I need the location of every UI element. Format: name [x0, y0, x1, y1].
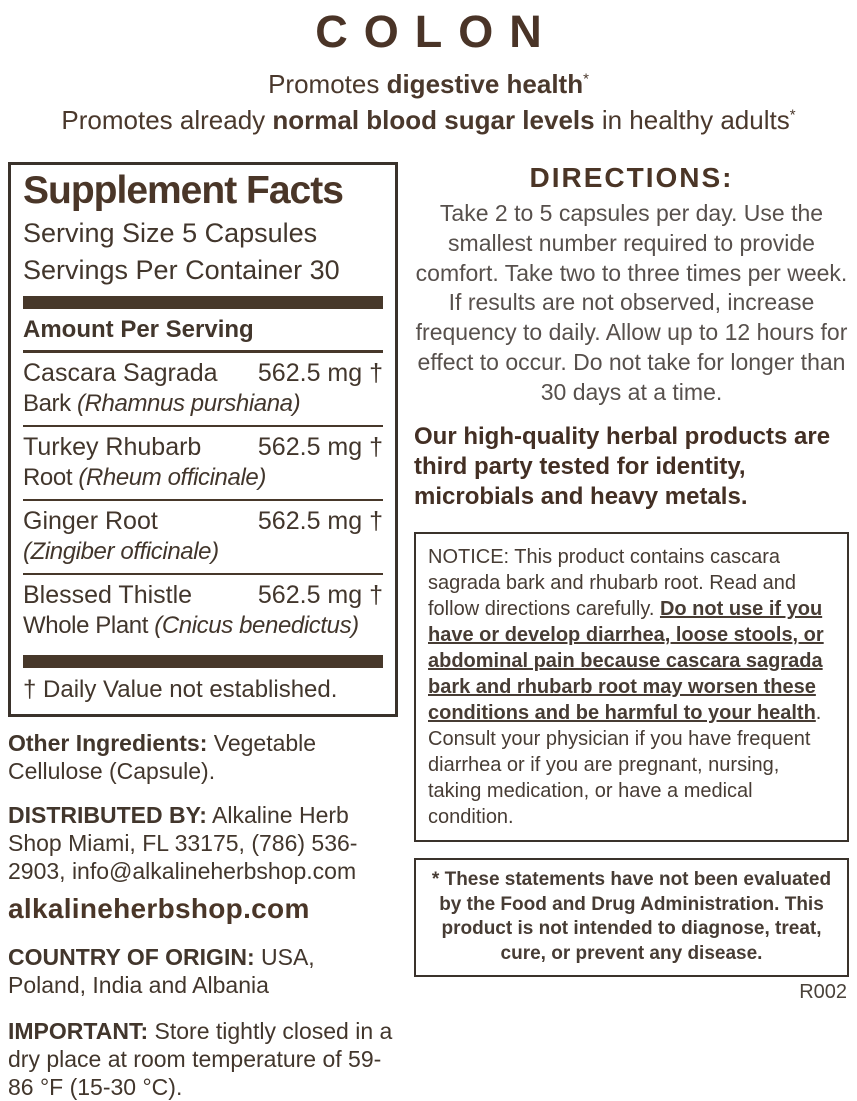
- country-of-origin-label: COUNTRY OF ORIGIN:: [8, 944, 255, 971]
- tagline-digestive-health: [0, 70, 857, 100]
- divider-thick: [23, 655, 383, 668]
- tagline1-asterisk: *: [583, 70, 589, 88]
- storage-important-text: Store tightly closed in a dry place at room temperature of 59-86 °F (15-30 °C).: [8, 1018, 393, 1101]
- ingredient-amount: 562.5 mg †: [257, 580, 383, 609]
- directions-body: Take 2 to 5 capsules per day. Use the smallest number required to provide comfort. Take two to three times per week. If results are not observed, increase frequency to daily. Allow up to 12 hours for effect to occur. Do not take for longer than 30 days at a time.: [415, 199, 848, 406]
- ingredient-latin-name: (Cnicus benedictus): [154, 611, 359, 639]
- notice-part2: . Consult your physician if you have frequent diarrhea or if you are pregnant, nursing, taking medication, or have a medical condition.: [428, 702, 822, 829]
- country-of-origin: [8, 943, 398, 999]
- tagline2-suffix: in healthy adults: [594, 104, 790, 135]
- other-ingredients: [8, 729, 398, 785]
- fda-disclaimer-box: * These statements have not been evaluated by the Food and Drug Administration. This product is not intended to diagnose, treat, cure, or prevent any disease.: [414, 858, 849, 977]
- distributed-by-text: Alkaline Herb Shop Miami, FL 33175, (786) 536-2903, info@alkalineherbshop.com: [8, 801, 358, 885]
- ingredient-row-ginger: [23, 501, 383, 573]
- storage-important-label: IMPORTANT:: [8, 1018, 149, 1045]
- serving-size: Serving Size 5 Capsules: [23, 217, 318, 248]
- other-ingredients-label: Other Ingredients:: [8, 729, 208, 756]
- tagline1-prefix: Promotes: [268, 69, 387, 99]
- label-header: [0, 0, 857, 136]
- servings-per-container: Servings Per Container 30: [23, 255, 340, 286]
- revision-code: R002: [799, 980, 847, 1003]
- country-of-origin-text: USA, Poland, India and Albania: [8, 944, 315, 999]
- ingredient-latin-name: (Zingiber officinale): [23, 537, 219, 565]
- ingredient-name: Blessed Thistle: [23, 580, 193, 609]
- product-title: COLON: [315, 6, 558, 57]
- notice-part1: NOTICE: This product contains cascara sagrada bark and rhubarb root. Read and follow directions carefully.: [428, 546, 797, 621]
- ingredient-amount: 562.5 mg †: [257, 358, 383, 387]
- ingredient-part: Root: [23, 463, 79, 491]
- tagline2-asterisk: *: [789, 106, 796, 124]
- distributed-by: [8, 801, 398, 885]
- ingredient-name: Cascara Sagrada: [23, 358, 218, 387]
- ingredient-latin-name: (Rheum officinale): [78, 463, 266, 491]
- label-columns: [0, 162, 857, 1101]
- distributed-by-label: DISTRIBUTED BY:: [8, 801, 207, 828]
- ingredient-row-blessed-thistle: [23, 575, 383, 647]
- other-ingredients-text: Vegetable Cellulose (Capsule).: [8, 729, 317, 784]
- ingredient-name: Turkey Rhubarb: [23, 432, 202, 461]
- directions-heading: DIRECTIONS:: [529, 161, 734, 193]
- tagline1-bold: digestive health: [386, 69, 584, 99]
- quality-statement: Our high-quality herbal products are third party tested for identity, microbials and heavy metals.: [414, 423, 831, 511]
- ingredient-part: Bark: [23, 389, 78, 417]
- divider-thick: [23, 296, 383, 309]
- right-column: [414, 162, 849, 1101]
- ingredient-part: Whole Plant: [23, 611, 155, 639]
- daily-value-footnote: † Daily Value not established.: [23, 675, 338, 703]
- tagline2-prefix: Promotes already: [61, 104, 273, 135]
- notice-warning: Do not use if you have or develop diarrhea, loose stools, or abdominal pain because cascara sagrada bark and rhubarb root may worsen these conditions and be harmful to your health: [428, 598, 824, 725]
- supplement-facts-panel: [8, 162, 398, 717]
- ingredient-latin-name: (Rhamnus purshiana): [77, 389, 301, 417]
- storage-important: [8, 1017, 398, 1101]
- amount-per-serving-header: Amount Per Serving: [23, 315, 254, 343]
- notice-box: [414, 532, 849, 842]
- tagline2-bold: normal blood sugar levels: [272, 104, 595, 135]
- ingredient-amount: 562.5 mg †: [257, 506, 383, 535]
- tagline-blood-sugar: [0, 106, 857, 136]
- ingredient-row-rhubarb: [23, 427, 383, 499]
- left-column: [8, 162, 398, 1101]
- ingredient-name: Ginger Root: [23, 506, 158, 535]
- ingredient-amount: 562.5 mg †: [257, 432, 383, 461]
- website-url: alkalineherbshop.com: [8, 893, 310, 925]
- ingredient-row-cascara: [23, 353, 383, 425]
- supplement-facts-title: Supplement Facts: [23, 168, 343, 212]
